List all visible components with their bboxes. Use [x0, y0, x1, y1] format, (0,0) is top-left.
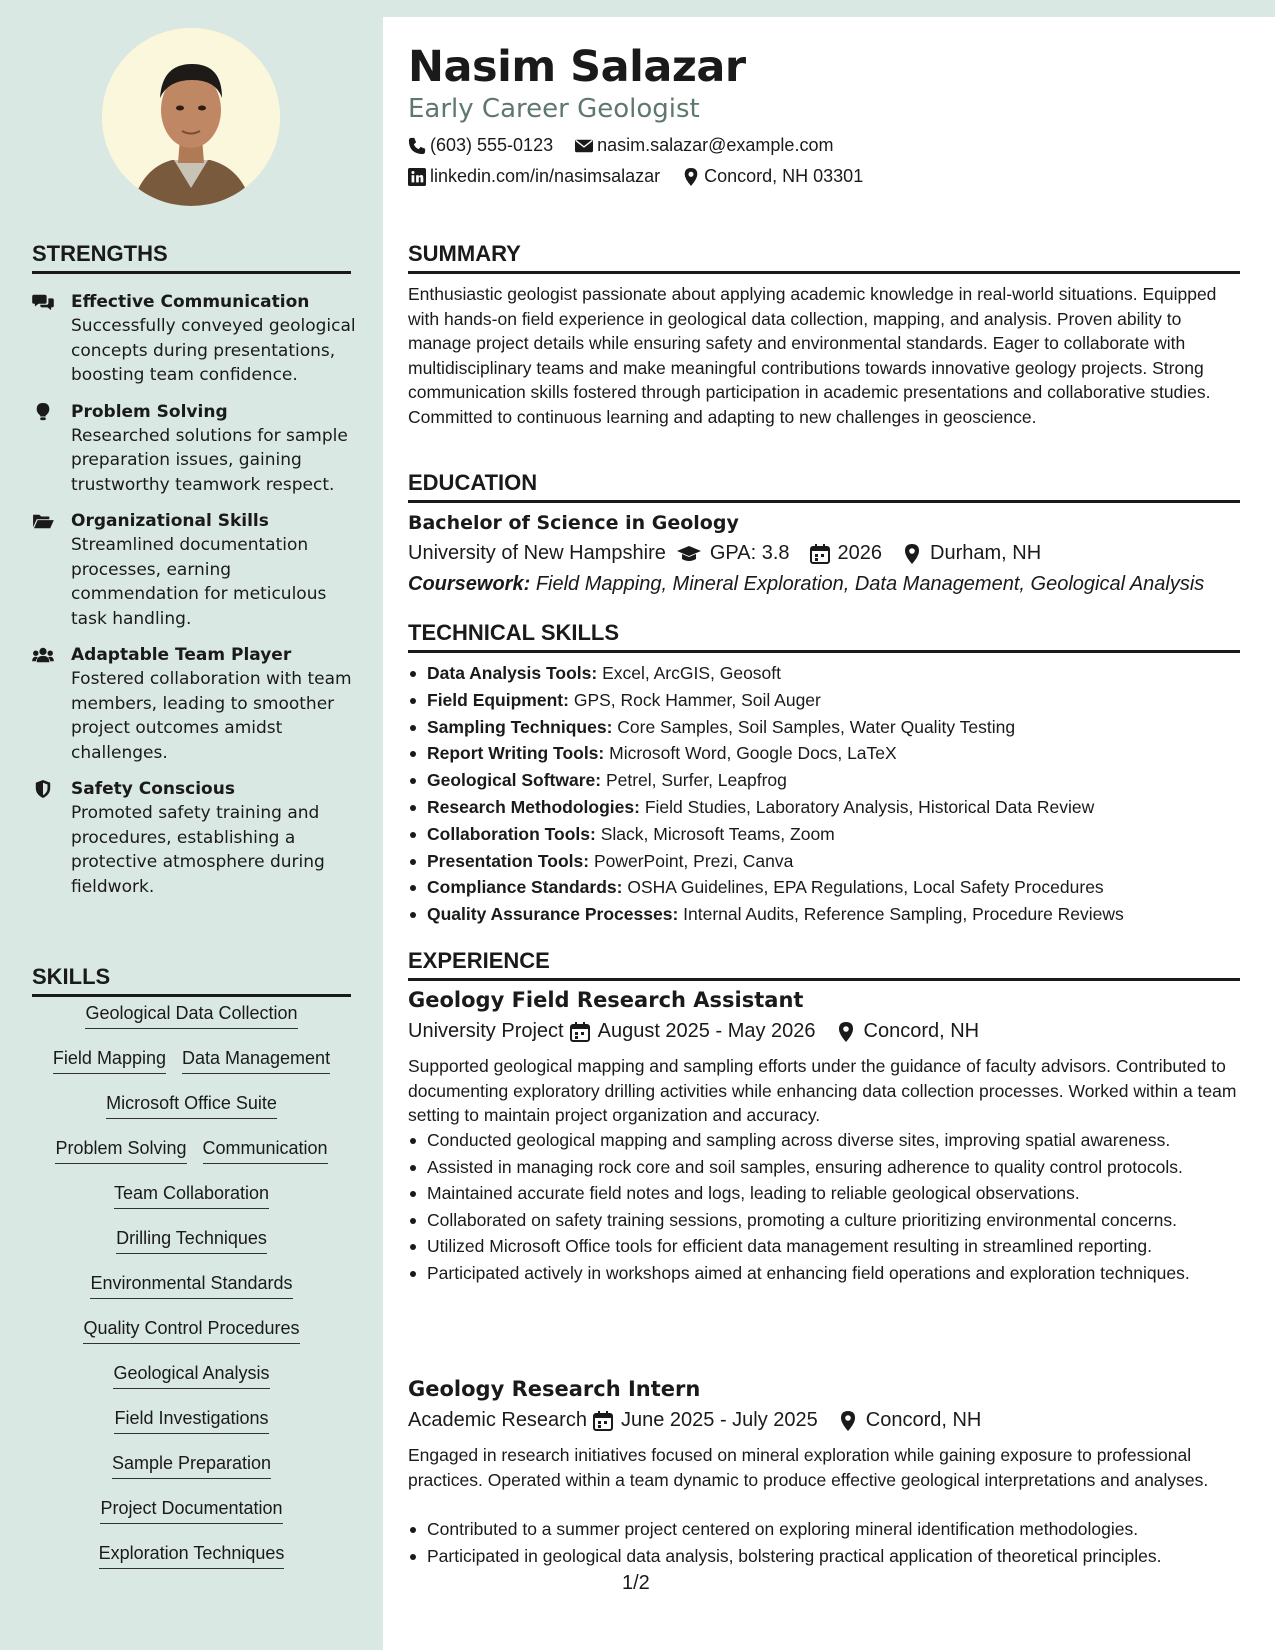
- strength-desc: Streamlined documentation processes, earning commendation for meticulous task handling.: [71, 535, 327, 629]
- comments-icon: [32, 290, 71, 388]
- list-item: Quality Assurance Processes: Internal Audits, Reference Sampling, Procedure Reviews: [408, 901, 1238, 928]
- coursework: [408, 573, 1204, 596]
- strength-title: Effective Communication: [71, 292, 310, 312]
- envelope-icon: [575, 137, 593, 155]
- skill-tag: Team Collaboration: [32, 1184, 351, 1229]
- strength-title: Safety Conscious: [71, 779, 235, 799]
- skill-tag: Project Documentation: [32, 1499, 351, 1544]
- job-location: Concord, NH: [863, 1020, 980, 1042]
- contact-row: [408, 135, 855, 156]
- calendar-icon: [593, 1411, 613, 1431]
- strength-item: [32, 509, 362, 631]
- map-pin-icon: [838, 1411, 858, 1431]
- page-number: 1/2: [622, 1572, 650, 1594]
- strength-desc: Researched solutions for sample preparation issues, gaining trustworthy teamwork respect.: [71, 425, 348, 495]
- skill-tag: Exploration Techniques: [32, 1544, 351, 1589]
- map-pin-icon: [836, 1022, 856, 1042]
- experience-heading: EXPERIENCE: [408, 948, 1240, 981]
- list-item: Collaboration Tools: Slack, Microsoft Teams, Zoom: [408, 821, 1238, 848]
- job-bullets: [408, 1517, 1238, 1570]
- graduation-year: 2026: [837, 542, 883, 564]
- coursework-label: Coursework:: [408, 573, 531, 595]
- phone-contact[interactable]: [408, 135, 553, 156]
- technical-skills-list: [408, 660, 1238, 928]
- location-contact: [682, 166, 863, 187]
- profile-photo: [102, 28, 280, 206]
- list-item: Geological Software: Petrel, Surfer, Leapfrog: [408, 767, 1238, 794]
- skill-tag: Data Management: [182, 1049, 330, 1094]
- job-meta: [408, 1409, 981, 1432]
- summary-heading: SUMMARY: [408, 241, 1240, 274]
- job-title: Geology Field Research Assistant: [408, 988, 804, 1012]
- phone-text: (603) 555-0123: [430, 135, 554, 155]
- list-item: Sampling Techniques: Core Samples, Soil Samples, Water Quality Testing: [408, 714, 1238, 741]
- list-item: Participated in geological data analysis, bolstering practical application of theoretical principles.: [408, 1544, 1238, 1569]
- email-contact[interactable]: [575, 135, 833, 156]
- list-item: Collaborated on safety training sessions, promoting a culture prioritizing environmental concerns.: [408, 1208, 1238, 1233]
- list-item: Compliance Standards: OSHA Guidelines, EPA Regulations, Local Safety Procedures: [408, 874, 1238, 901]
- job-org: University Project: [408, 1020, 564, 1042]
- education-heading: EDUCATION: [408, 470, 1240, 503]
- list-item: Data Analysis Tools: Excel, ArcGIS, Geosoft: [408, 660, 1238, 687]
- strength-title: Problem Solving: [71, 401, 228, 422]
- skill-tag: Drilling Techniques: [32, 1229, 351, 1274]
- candidate-role: Early Career Geologist: [408, 94, 700, 124]
- school-location: Durham, NH: [930, 542, 1042, 564]
- shield-icon: [32, 777, 71, 899]
- calendar-icon: [810, 544, 830, 564]
- gpa: GPA: 3.8: [709, 542, 790, 564]
- skill-tag: Quality Control Procedures: [32, 1319, 351, 1364]
- candidate-name: Nasim Salazar: [408, 42, 746, 92]
- strength-item: [32, 290, 362, 388]
- skill-tag: Geological Data Collection: [32, 1004, 351, 1049]
- strength-desc: Successfully conveyed geological concepts during presentations, boosting team confidence.: [71, 316, 356, 385]
- linkedin-icon: [408, 168, 426, 186]
- map-pin-icon: [682, 168, 700, 186]
- summary-text: Enthusiastic geologist passionate about applying academic knowledge in real-world situations. Equipped with hands-on field experience in geological data collection, mapping, and analysis. Proven ability to manage project details while ensuring safety and environmental standards. Eager to collaborate with multidisciplinary teams and make meaningful contributions towards innovative geology projects. Strong communication skills fostered through participation in academic presentations and collaborative studies. Committed to continuous learning and adapting to new challenges in geoscience.: [408, 284, 1217, 427]
- users-icon: [32, 643, 71, 765]
- skill-tag: Microsoft Office Suite: [32, 1094, 351, 1139]
- list-item: Conducted geological mapping and sampling across diverse sites, improving spatial awareness.: [408, 1128, 1238, 1153]
- education-meta: [408, 542, 1041, 565]
- job-title: Geology Research Intern: [408, 1377, 701, 1401]
- contact-row: [408, 166, 885, 187]
- strength-title: Adaptable Team Player: [71, 645, 292, 665]
- list-item: Field Equipment: GPS, Rock Hammer, Soil Auger: [408, 687, 1238, 714]
- map-pin-icon: [902, 544, 922, 564]
- strength-desc: Promoted safety training and procedures, establishing a protective atmosphere during fieldwork.: [71, 803, 325, 897]
- list-item: Maintained accurate field notes and logs, leading to reliable geological observations.: [408, 1181, 1238, 1206]
- job-bullets: [408, 1128, 1238, 1287]
- job-meta: [408, 1020, 979, 1043]
- strength-item: [32, 400, 362, 498]
- degree-title: Bachelor of Science in Geology: [408, 512, 739, 534]
- technical-skills-heading: TECHNICAL SKILLS: [408, 620, 1240, 653]
- email-text: nasim.salazar@example.com: [597, 135, 834, 155]
- job-description: Supported geological mapping and sampling efforts under the guidance of faculty advisors. Contributed to documenting exploratory drilling activities while enhancing data collection processes. Worked within a team setting to maintain project organization and accuracy.: [408, 1056, 1237, 1125]
- list-item: Contributed to a summer project centered on exploring mineral identification methodologies.: [408, 1517, 1238, 1542]
- strengths-heading: STRENGTHS: [32, 241, 351, 274]
- job-dates: June 2025 - July 2025: [620, 1409, 818, 1431]
- job-location: Concord, NH: [865, 1409, 982, 1431]
- linkedin-contact[interactable]: [408, 166, 660, 187]
- strength-item: [32, 777, 362, 899]
- graduation-cap-icon: [676, 544, 702, 564]
- calendar-icon: [570, 1022, 590, 1042]
- list-item: Assisted in managing rock core and soil samples, ensuring adherence to quality control protocols.: [408, 1155, 1238, 1180]
- skills-list: [32, 1004, 351, 1589]
- skill-tag: Communication: [203, 1139, 328, 1184]
- list-item: Report Writing Tools: Microsoft Word, Google Docs, LaTeX: [408, 740, 1238, 767]
- skill-tag: Sample Preparation: [32, 1454, 351, 1499]
- coursework-list: Field Mapping, Mineral Exploration, Data Management, Geological Analysis: [535, 573, 1205, 595]
- list-item: Research Methodologies: Field Studies, Laboratory Analysis, Historical Data Review: [408, 794, 1238, 821]
- job-dates: August 2025 - May 2026: [597, 1020, 816, 1042]
- strengths-list: [32, 290, 362, 911]
- skill-tag: Environmental Standards: [32, 1274, 351, 1319]
- phone-icon: [408, 137, 426, 155]
- lightbulb-icon: [32, 400, 71, 498]
- skills-heading: SKILLS: [32, 964, 351, 997]
- job-org: Academic Research: [408, 1409, 587, 1431]
- skill-tag: Problem Solving: [55, 1139, 186, 1184]
- skill-tag: Geological Analysis: [32, 1364, 351, 1409]
- job-description: Engaged in research initiatives focused on mineral exploration while gaining exposure to professional practices. Operated within a team dynamic to produce effective geological interpretations and analyses.: [408, 1445, 1209, 1490]
- location-text: Concord, NH 03301: [704, 166, 864, 186]
- school-name: University of New Hampshire: [408, 542, 666, 564]
- skill-tag: Field Investigations: [32, 1409, 351, 1454]
- skill-tag: Field Mapping: [53, 1049, 166, 1094]
- strength-item: [32, 643, 362, 765]
- linkedin-text: linkedin.com/in/nasimsalazar: [430, 166, 661, 186]
- strength-title: Organizational Skills: [71, 511, 269, 531]
- strength-desc: Fostered collaboration with team members, leading to smoother project outcomes amidst challenges.: [71, 669, 352, 763]
- list-item: Presentation Tools: PowerPoint, Prezi, Canva: [408, 848, 1238, 875]
- list-item: Utilized Microsoft Office tools for efficient data management resulting in streamlined reporting.: [408, 1234, 1238, 1259]
- list-item: Participated actively in workshops aimed at enhancing field operations and exploration techniques.: [408, 1261, 1238, 1286]
- folder-open-icon: [32, 509, 71, 631]
